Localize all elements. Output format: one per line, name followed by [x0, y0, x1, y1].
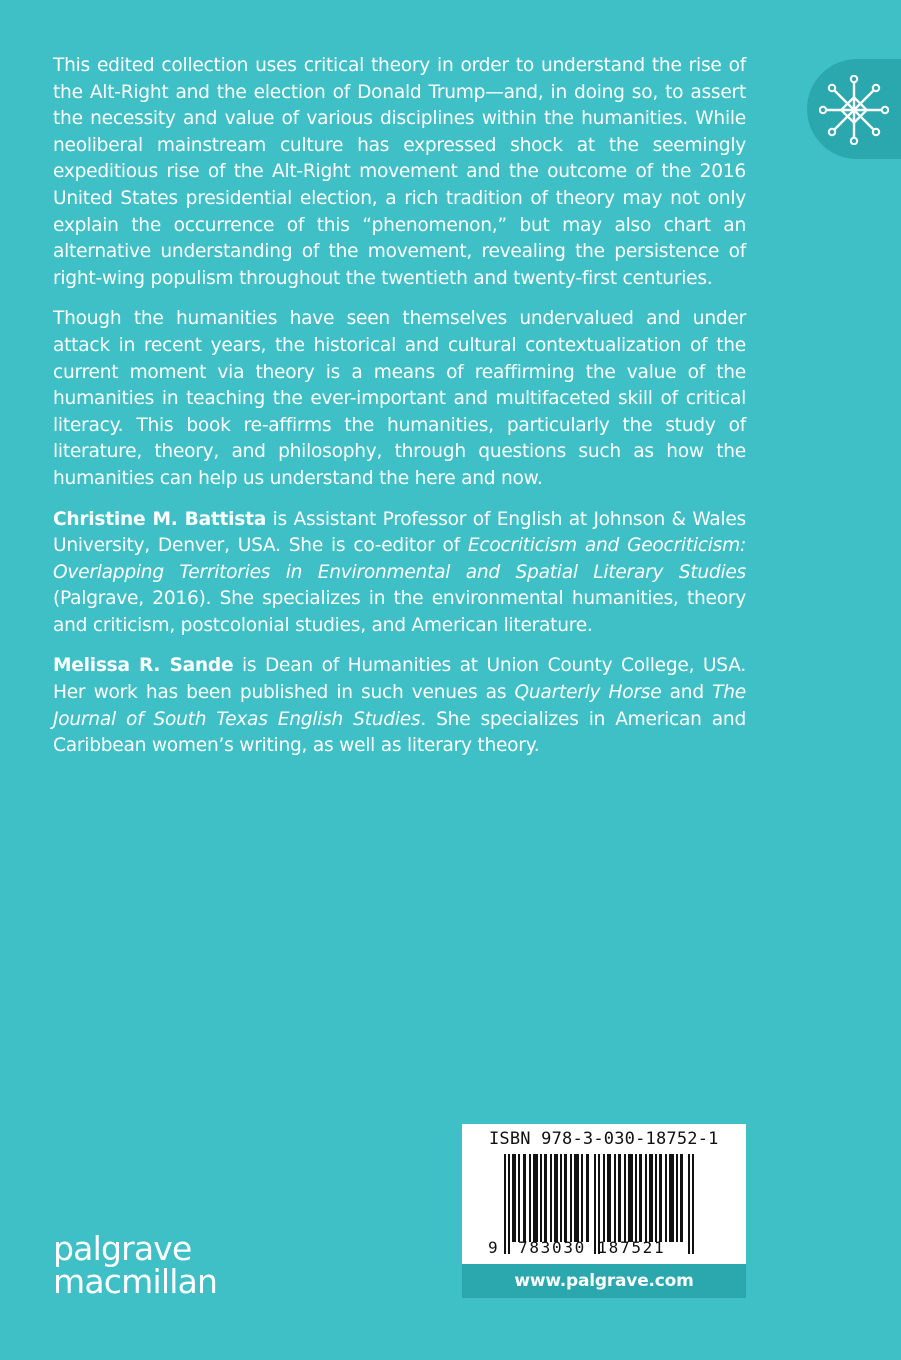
barcode-box [462, 1124, 746, 1298]
barcode-digit-first: 9 [488, 1238, 498, 1257]
editor-bio-sande [53, 653, 746, 759]
book-title: Ecocriticism and Geocriticism: Overlapping Territories in Environmental and Spatial Literary Studies [53, 535, 746, 583]
bio-text: is Dean of Humanities at Union County College, USA. Her work has been published in such venues as [53, 655, 746, 704]
editor-name: Melissa R. Sande [53, 655, 234, 677]
bio-text: . She specializes in American and Caribbean women’s writing, as well as literary theory. [53, 708, 746, 757]
editor-name: Christine M. Battista [53, 508, 267, 530]
bio-text: and [661, 682, 713, 704]
editor-bio-battista [53, 507, 746, 640]
publisher-logo-tab [807, 59, 901, 159]
journal-title: The Journal of South Texas English Studies [53, 682, 746, 730]
blurb-paragraph-2: Though the humanities have seen themselves undervalued and under attack in recent years, the historical and cultural contextualization of the current moment via theory is a means of reaffirming the value of the humanities in teaching the ever-important and multifaceted skill of critical literacy. This book re-affirms the humanities, particularly the study of literature, theory, and philosophy, through questions such as how the humanities can help us understand the here and now. [53, 308, 746, 489]
blurb-paragraph-1: This edited collection uses critical theory in order to understand the rise of the Alt-Right and the election of Donald Trump—and, in doing so, to assert the necessity and value of various disciplines within the humanities. While neoliberal mainstream culture has expressed shock at the seemingly expeditious rise of the Alt-Right movement and the outcome of the 2016 United States presidential election, a rich tradition of theory may not only explain the occurrence of this “phenomenon,” but may also chart an alternative understanding of the movement, revealing the persistence of right-wing populism throughout the twentieth and twenty-first centuries. [53, 55, 746, 289]
journal-title: Quarterly Horse [514, 682, 662, 704]
barcode-digits: 783030 187521 [518, 1238, 666, 1257]
logo-line-palgrave: palgrave [53, 1229, 192, 1268]
publisher-url[interactable]: www.palgrave.com [462, 1264, 746, 1298]
palgrave-snowflake-icon [819, 75, 889, 145]
logo-line-macmillan: macmillan [53, 1262, 218, 1301]
bio-text: is Assistant Professor of English at Johnson & Wales University, Denver, USA. She is co-editor of [53, 508, 746, 557]
back-cover-text [53, 53, 746, 774]
palgrave-macmillan-logo [53, 1229, 218, 1301]
isbn-label: ISBN 978-3-030-18752-1 [489, 1129, 719, 1149]
bio-text: (Palgrave, 2016). She specializes in the environmental humanities, theory and criticism, postcolonial studies, and American literature. [53, 588, 746, 636]
